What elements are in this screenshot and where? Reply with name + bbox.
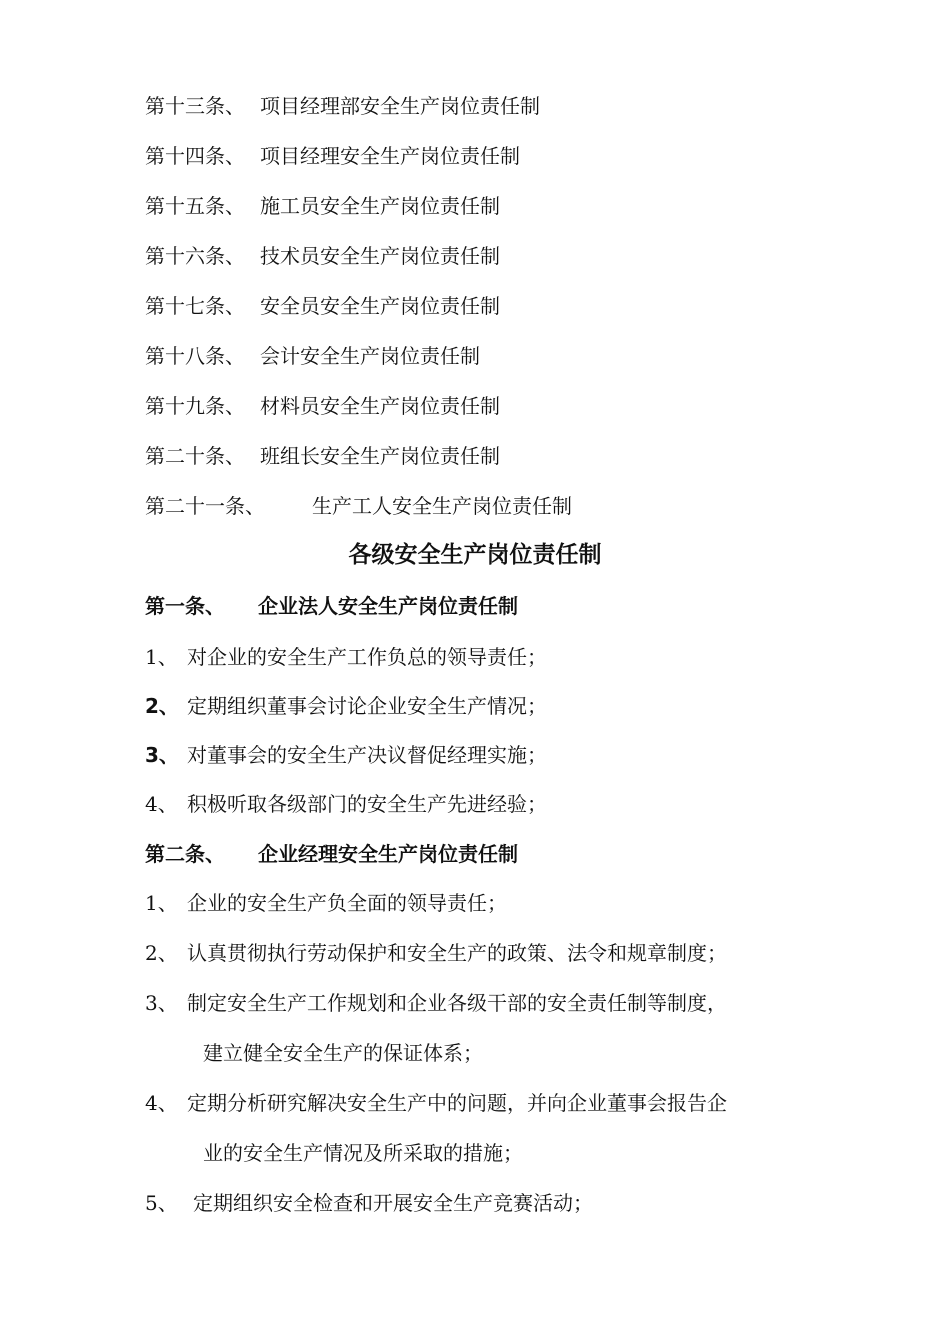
item-number: 3、 bbox=[145, 991, 178, 1015]
article-heading bbox=[145, 593, 518, 619]
list-item-continuation: 建立健全安全生产的保证体系； bbox=[203, 1041, 483, 1065]
item-number: 4、 bbox=[145, 792, 178, 816]
toc-line bbox=[145, 243, 500, 269]
toc-line bbox=[145, 493, 572, 519]
list-item bbox=[145, 1090, 727, 1116]
item-number: 4、 bbox=[145, 1091, 178, 1115]
toc-line bbox=[145, 343, 480, 369]
toc-number: 第二十条、 bbox=[145, 444, 245, 468]
toc-line bbox=[145, 193, 500, 219]
toc-number: 第二十一条、 bbox=[145, 494, 265, 518]
toc-title: 项目经理安全生产岗位责任制 bbox=[260, 144, 520, 168]
toc-number: 第十五条、 bbox=[145, 194, 245, 218]
article-title: 企业法人安全生产岗位责任制 bbox=[258, 594, 518, 618]
toc-number: 第十七条、 bbox=[145, 294, 245, 318]
item-text: 定期分析研究解决安全生产中的问题，并向企业董事会报告企 bbox=[187, 1091, 727, 1115]
list-item bbox=[145, 742, 547, 768]
toc-number: 第十四条、 bbox=[145, 144, 245, 168]
toc-number: 第十八条、 bbox=[145, 344, 245, 368]
toc-title: 项目经理部安全生产岗位责任制 bbox=[260, 94, 540, 118]
item-number: 1、 bbox=[145, 645, 178, 669]
item-text: 定期组织董事会讨论企业安全生产情况； bbox=[187, 694, 547, 718]
item-number: 3、 bbox=[145, 743, 179, 767]
toc-number: 第十三条、 bbox=[145, 94, 245, 118]
section-heading: 各级安全生产岗位责任制 bbox=[348, 542, 602, 568]
toc-line bbox=[145, 93, 540, 119]
toc-line bbox=[145, 393, 500, 419]
list-item bbox=[145, 1190, 593, 1216]
toc-number: 第十六条、 bbox=[145, 244, 245, 268]
list-item bbox=[145, 791, 547, 817]
toc-title: 安全员安全生产岗位责任制 bbox=[260, 294, 500, 318]
toc-line bbox=[145, 293, 500, 319]
article-number: 第一条、 bbox=[145, 594, 225, 618]
list-item-continuation: 业的安全生产情况及所采取的措施； bbox=[203, 1141, 523, 1165]
list-item bbox=[145, 990, 727, 1016]
list-item bbox=[145, 890, 507, 916]
item-text: 积极听取各级部门的安全生产先进经验； bbox=[187, 792, 547, 816]
toc-title: 会计安全生产岗位责任制 bbox=[260, 344, 480, 368]
item-number: 5、 bbox=[145, 1191, 178, 1215]
article-heading bbox=[145, 841, 518, 867]
toc-line bbox=[145, 443, 500, 469]
toc-title: 班组长安全生产岗位责任制 bbox=[260, 444, 500, 468]
item-number: 1、 bbox=[145, 891, 178, 915]
toc-title: 技术员安全生产岗位责任制 bbox=[260, 244, 500, 268]
toc-number: 第十九条、 bbox=[145, 394, 245, 418]
item-number: 2、 bbox=[145, 694, 179, 718]
item-text: 企业的安全生产负全面的领导责任； bbox=[187, 891, 507, 915]
toc-line bbox=[145, 143, 520, 169]
item-number: 2、 bbox=[145, 941, 178, 965]
article-title: 企业经理安全生产岗位责任制 bbox=[258, 842, 518, 866]
list-item bbox=[145, 940, 727, 966]
item-text: 认真贯彻执行劳动保护和安全生产的政策、法令和规章制度； bbox=[187, 941, 727, 965]
item-text: 对企业的安全生产工作负总的领导责任； bbox=[187, 645, 547, 669]
list-item bbox=[145, 644, 547, 670]
list-item bbox=[145, 693, 547, 719]
item-text: 对董事会的安全生产决议督促经理实施； bbox=[187, 743, 547, 767]
toc-title: 施工员安全生产岗位责任制 bbox=[260, 194, 500, 218]
toc-title: 材料员安全生产岗位责任制 bbox=[260, 394, 500, 418]
article-number: 第二条、 bbox=[145, 842, 225, 866]
item-text: 制定安全生产工作规划和企业各级干部的安全责任制等制度， bbox=[187, 991, 727, 1015]
item-text: 定期组织安全检查和开展安全生产竞赛活动； bbox=[193, 1191, 593, 1215]
toc-title: 生产工人安全生产岗位责任制 bbox=[312, 494, 572, 518]
